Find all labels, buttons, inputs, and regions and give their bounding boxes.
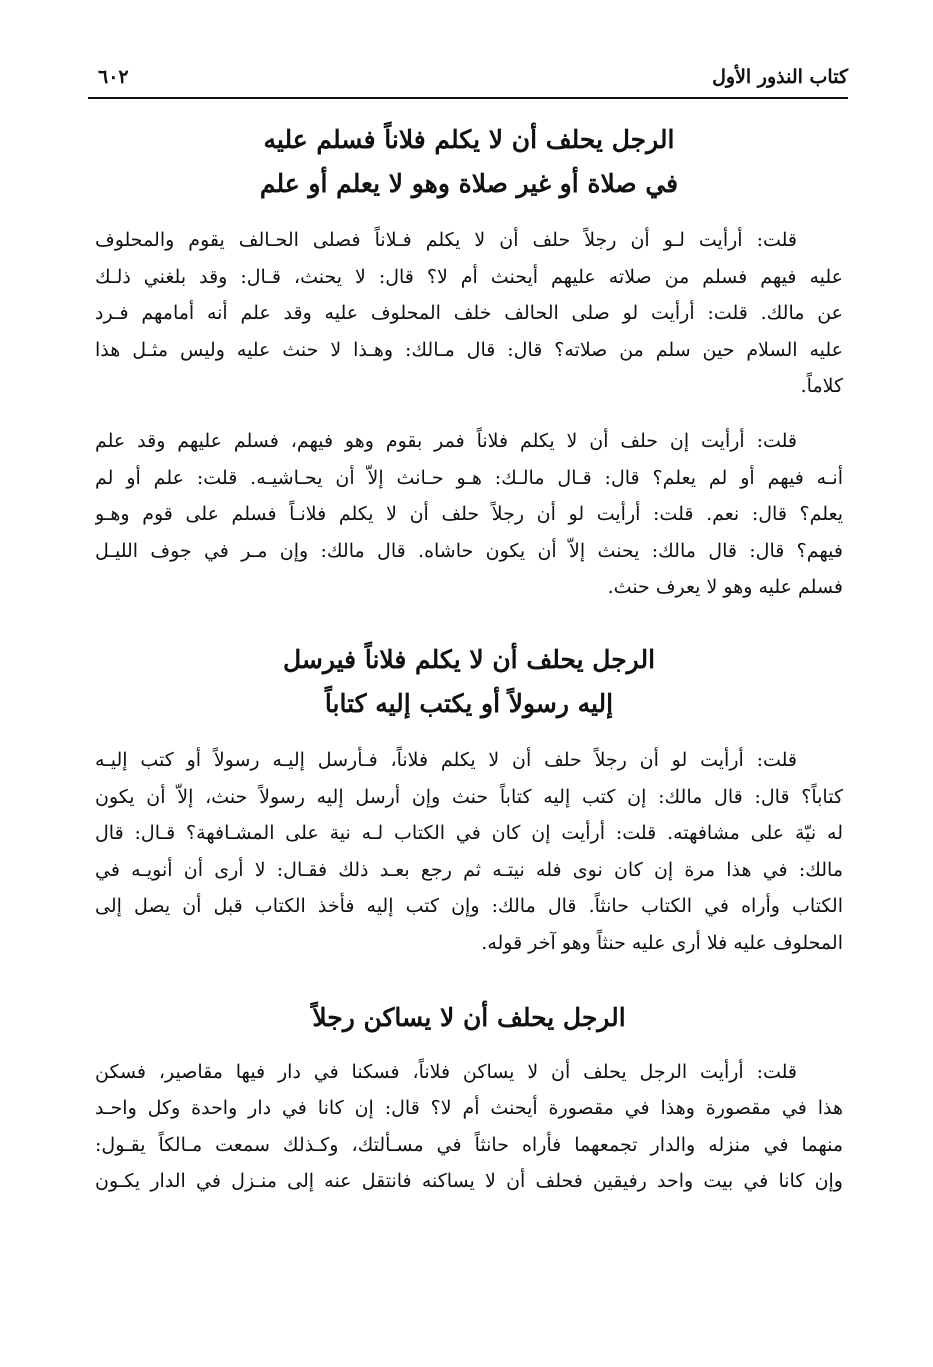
- text-line: وإن كانا في بيت واحد رفيقين فحلف أن لا يساكنه فانتقل عنه إلى منـزل في الدار يكـون: [95, 1170, 843, 1193]
- running-header: [88, 62, 848, 96]
- text-line: قلت: أرأيت لـو أن رجلاً حلف أن لا يكلم فـلاناً فصلى الحـالف يقوم والمحلوف: [95, 229, 797, 251]
- running-header-title: كتاب النذور الأول: [712, 66, 848, 88]
- header-rule: [88, 97, 848, 99]
- text-line: عليه السلام حين سلم من صلاته؟ قال: قال مـالك: وهـذا لا حنث عليه وليس مثـل هذا: [95, 338, 843, 361]
- section-heading: [95, 118, 843, 206]
- text-line: يعلم؟ قال: نعم. قلت: أرأيت لو أن رجلاً حلف أن لا يكلم فلانـاً فسلم على قوم وهـو: [95, 503, 843, 526]
- page-body: [95, 112, 843, 1200]
- heading-line: الرجل يحلف أن لا يساكن رجلاً: [312, 1002, 626, 1032]
- paragraph: [95, 423, 843, 606]
- text-line: كلاماً.: [800, 375, 843, 398]
- text-line: منهما في منزله والدار تجمعهما فأراه حانثاً في مسـألتك، وكـذلك سمعت مـالكاً يقـول:: [95, 1133, 843, 1156]
- text-line: هذا في مقصورة وهذا في مقصورة أيحنث أم لا؟ قال: إن كانا في دار واحدة وكل واحـد: [95, 1097, 843, 1120]
- heading-line: الرجل يحلف أن لا يكلم فلاناً فسلم عليه: [263, 125, 675, 154]
- paragraph: [95, 742, 843, 962]
- text-line: قلت: أرأيت الرجل يحلف أن لا يساكن فلاناً، فسكنا في دار فيها مقاصير، فسكن: [95, 1060, 797, 1083]
- text-line: قلت: أرأيت لو أن رجلاً حلف أن لا يكلم فلاناً، فـأرسل إليـه رسولاً أو كتب إليـه: [95, 748, 798, 771]
- text-line: قلت: أرأيت إن حلف أن لا يكلم فلاناً فمر بقوم وهو فيهم، فسلم عليهم وقد علم: [95, 429, 797, 452]
- text-line: أنـه فيهم أو لم يعلم؟ قال: قـال مالـك: هـو حـانث إلاّ أن يحـاشيـه. قلت: علم أو لم: [95, 466, 843, 489]
- text-line: المحلوف عليه فلا أرى عليه حنثاً وهو آخر قوله.: [481, 931, 843, 954]
- text-line: عن مالك. قلت: أرأيت لو صلى الحالف خلف المحلوف عليه وقد علم أنه أمامهم فـرد: [95, 302, 843, 325]
- section-heading: [95, 638, 843, 726]
- text-line: الكتاب وأراه في الكتاب حانثاً. قال مالك: وإن كتب إليه فأخذ الكتاب قبل أن يصل إلى: [95, 895, 843, 918]
- text-line: فيهم؟ قال: قال مالك: يحنث إلاّ أن يكون حاشاه. قال مالك: وإن مـر في جوف الليـل: [95, 539, 843, 562]
- heading-line: الرجل يحلف أن لا يكلم فلاناً فيرسل: [282, 644, 656, 674]
- paragraph: [95, 222, 843, 405]
- text-line: فسلم عليه وهو لا يعرف حنث.: [607, 576, 843, 599]
- text-line: له نيّة على مشافهته. قلت: أرأيت إن كان في الكتاب لـه نية على المشـافهة؟ قـال: قال: [95, 822, 843, 845]
- text-line: عليه فيهم فسلم من صلاته عليهم أيحنث أم لا؟ قال: لا يحنث، قـال: وقد بلغني ذلـك: [95, 265, 843, 288]
- text-line: كتاباً؟ قال: قال مالك: إن كتب إليه كتاباً حنث وإن أرسل إليه رسولاً حنث، إلاّ أن يكون: [95, 785, 843, 808]
- heading-line: إليه رسولاً أو يكتب إليه كتاباً: [324, 688, 614, 718]
- section-heading: [95, 996, 843, 1040]
- heading-line: في صلاة أو غير صلاة وهو لا يعلم أو علم: [259, 169, 679, 198]
- text-line: مالك: في هذا مرة إن كان نوى فله نيتـه ثم رجع بعـد ذلك فقـال: لا أرى أن أنويـه في: [95, 858, 843, 881]
- paragraph: [95, 1054, 843, 1200]
- page-number: ٦٠٢: [98, 66, 129, 88]
